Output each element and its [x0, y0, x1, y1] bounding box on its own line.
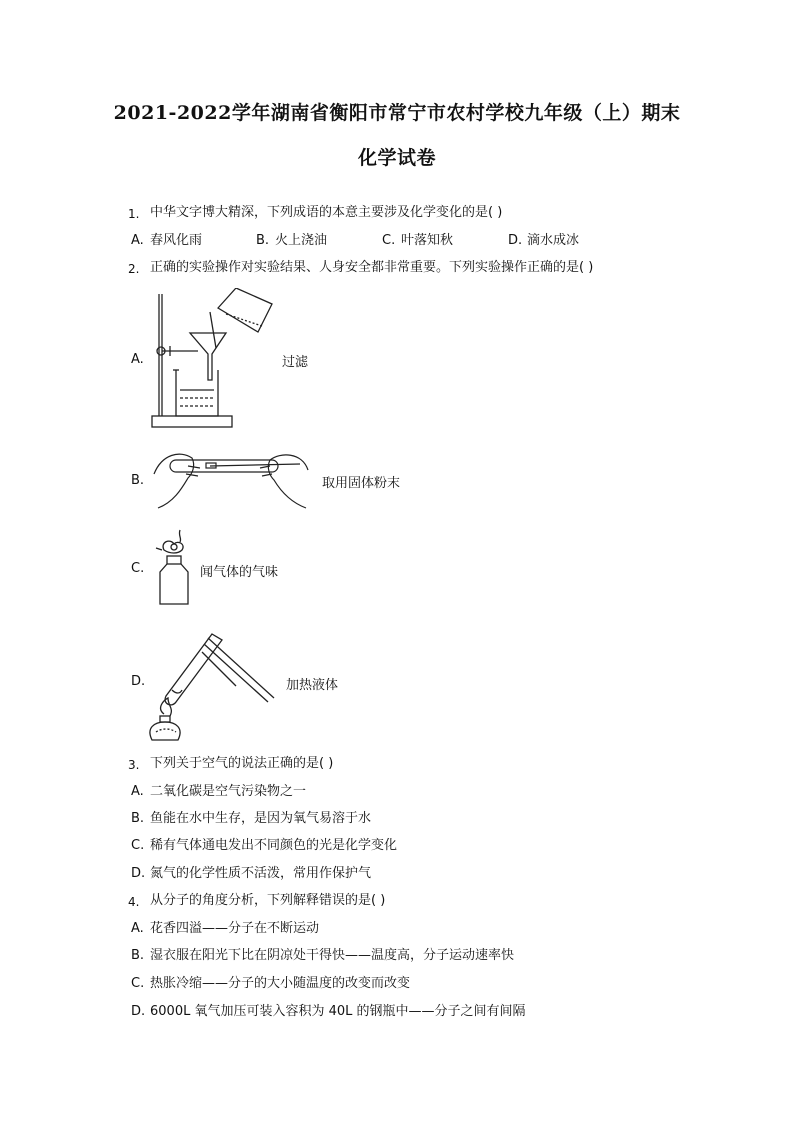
- option-letter: D.: [131, 866, 146, 881]
- option-letter: A.: [131, 921, 144, 936]
- question-stem: 下列关于空气的说法正确的是( ): [150, 756, 334, 771]
- option-text: 氮气的化学性质不活泼，常用作保护气: [150, 866, 372, 881]
- option-text: 闻气体的气味: [200, 565, 279, 580]
- question-number: 1.: [128, 207, 140, 221]
- option-text: 叶落知秋: [401, 233, 454, 248]
- option-letter: C.: [131, 976, 145, 991]
- question-number: 4.: [128, 895, 140, 909]
- option-letter: D.: [131, 674, 146, 689]
- option-text: 取用固体粉末: [322, 476, 401, 491]
- option-text: 二氧化碳是空气污染物之一: [150, 784, 307, 799]
- option-letter: D.: [131, 1004, 146, 1019]
- question-number: 2.: [128, 262, 140, 276]
- option-text: 滴水成冰: [527, 233, 580, 248]
- question-stem: 从分子的角度分析，下列解释错误的是( ): [150, 893, 386, 908]
- option-letter: C.: [382, 233, 396, 248]
- smelling-gas-bottle-figure: [150, 528, 200, 608]
- option-letter: C.: [131, 561, 145, 576]
- exam-title-line1: 2021-2022学年湖南省衡阳市常宁市农村学校九年级（上）期末: [113, 102, 681, 124]
- option-text: 火上浇油: [275, 233, 328, 248]
- question-stem: 中华文字博大精深，下列成语的本意主要涉及化学变化的是( ): [150, 205, 503, 220]
- filtration-apparatus-figure: [150, 288, 275, 433]
- option-text: 加热液体: [286, 678, 339, 693]
- option-text: 热胀冷缩——分子的大小随温度的改变而改变: [150, 976, 411, 991]
- option-letter: A.: [131, 352, 144, 367]
- exam-title-line2: 化学试卷: [357, 147, 436, 169]
- question-number: 3.: [128, 758, 140, 772]
- option-text: 6000L 氧气加压可装入容积为 40L 的钢瓶中——分子之间有间隔: [150, 1004, 526, 1019]
- option-letter: B.: [131, 948, 145, 963]
- option-text: 稀有气体通电发出不同颜色的光是化学变化: [150, 838, 398, 853]
- question-stem: 正确的实验操作对实验结果、人身安全都非常重要。下列实验操作正确的是( ): [150, 260, 594, 275]
- option-letter: A.: [131, 233, 144, 248]
- option-text: 花香四溢——分子在不断运动: [150, 921, 320, 936]
- option-text: 过滤: [282, 355, 309, 370]
- option-letter: C.: [131, 838, 145, 853]
- heating-test-tube-over-lamp-figure: [146, 628, 282, 744]
- option-text: 湿衣服在阳光下比在阴凉处干得快——温度高，分子运动速率快: [150, 948, 515, 963]
- option-letter: D.: [508, 233, 523, 248]
- option-text: 鱼能在水中生存，是因为氧气易溶于水: [150, 811, 372, 826]
- option-text: 春风化雨: [150, 233, 203, 248]
- test-tube-with-spatula-figure: [152, 444, 312, 510]
- option-letter: B.: [131, 473, 145, 488]
- option-letter: B.: [256, 233, 270, 248]
- option-letter: A.: [131, 784, 144, 799]
- option-letter: B.: [131, 811, 145, 826]
